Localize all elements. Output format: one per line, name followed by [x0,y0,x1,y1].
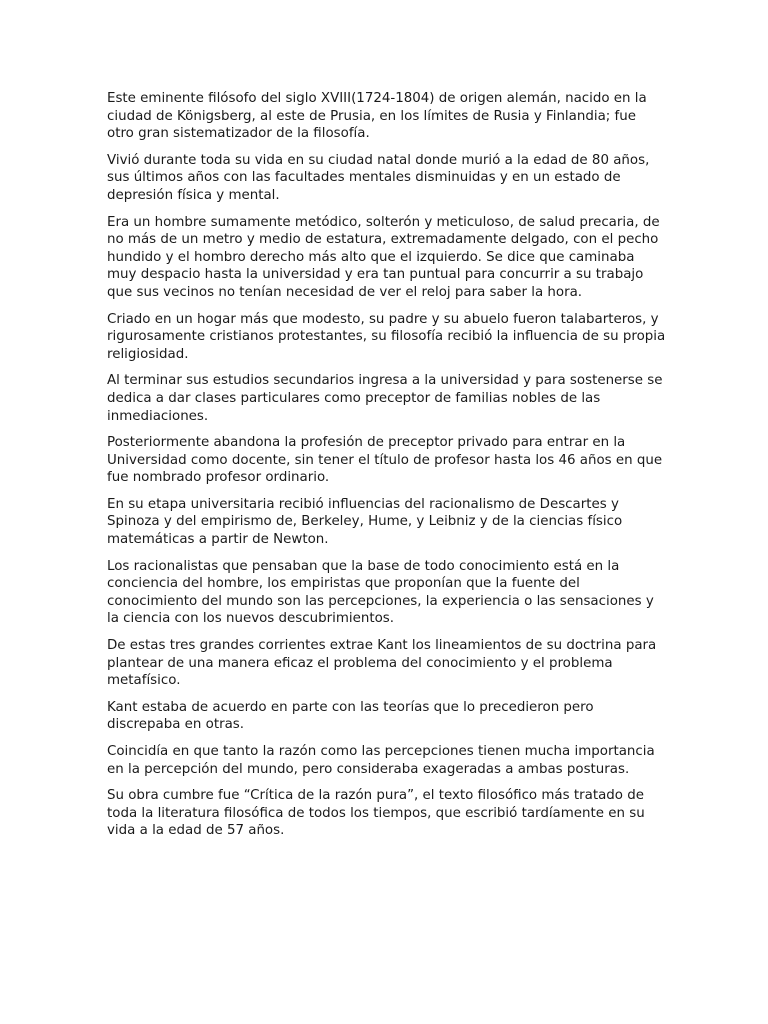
paragraph: De estas tres grandes corrientes extrae Kant los lineamientos de su doctrina para plantear de una manera eficaz el problema del conocimiento y el problema metafísico. [107,638,657,689]
paragraph: Era un hombre sumamente metódico, solterón y meticuloso, de salud precaria, de no más de un metro y medio de estatura, extremadamente delgado, con el pecho hundido y el hombro derecho más alto que el izquierdo. Se dice que caminaba muy despacio hasta la universidad y era tan puntual para concurrir a su trabajo que sus vecinos no tenían necesidad de ver el reloj para saber la hora. [107,214,660,300]
paragraph: Este eminente filósofo del siglo XVIII(1724-1804) de origen alemán, nacido en la ciudad de Königsberg, al este de Prusia, en los límites de Rusia y Finlandia; fue otro gran sistematizador de la filosofía. [107,91,647,142]
paragraph: Coincidía en que tanto la razón como las percepciones tienen mucha importancia en la percepción del mundo, pero consideraba exageradas a ambas posturas. [107,744,655,777]
paragraph: Vivió durante toda su vida en su ciudad natal donde murió a la edad de 80 años, sus últimos años con las facultades mentales disminuidas y en un estado de depresión física y mental. [107,152,650,203]
document-body [107,90,667,849]
paragraph: Al terminar sus estudios secundarios ingresa a la universidad y para sostenerse se dedica a dar clases particulares como preceptor de familias nobles de las inmediaciones. [107,373,663,424]
paragraph: Los racionalistas que pensaban que la base de todo conocimiento está en la conciencia del hombre, los empiristas que proponían que la fuente del conocimiento del mundo son las percepciones, la experiencia o las sensaciones y la ciencia con los nuevos descubrimientos. [107,558,654,627]
paragraph: En su etapa universitaria recibió influencias del racionalismo de Descartes y Spinoza y del empirismo de, Berkeley, Hume, y Leibniz y de la ciencias físico matemáticas a partir de Newton. [107,496,623,548]
paragraph: Kant estaba de acuerdo en parte con las teorías que lo precedieron pero discrepaba en otras. [107,699,594,733]
paragraph: Posteriormente abandona la profesión de preceptor privado para entrar en la Universidad como docente, sin tener el título de profesor hasta los 46 años en que fue nombrado profesor ordinario. [107,435,663,486]
paragraph: Criado en un hogar más que modesto, su padre y su abuelo fueron talabarteros, y rigurosamente cristianos protestantes, su filosofía recibió la influencia de su propia religiosidad. [107,311,666,362]
paragraph: Su obra cumbre fue “Crítica de la razón pura”, el texto filosófico más tratado de toda la literatura filosófica de todos los tiempos, que escribió tardíamente en su vida a la edad de 57 años. [107,788,645,839]
